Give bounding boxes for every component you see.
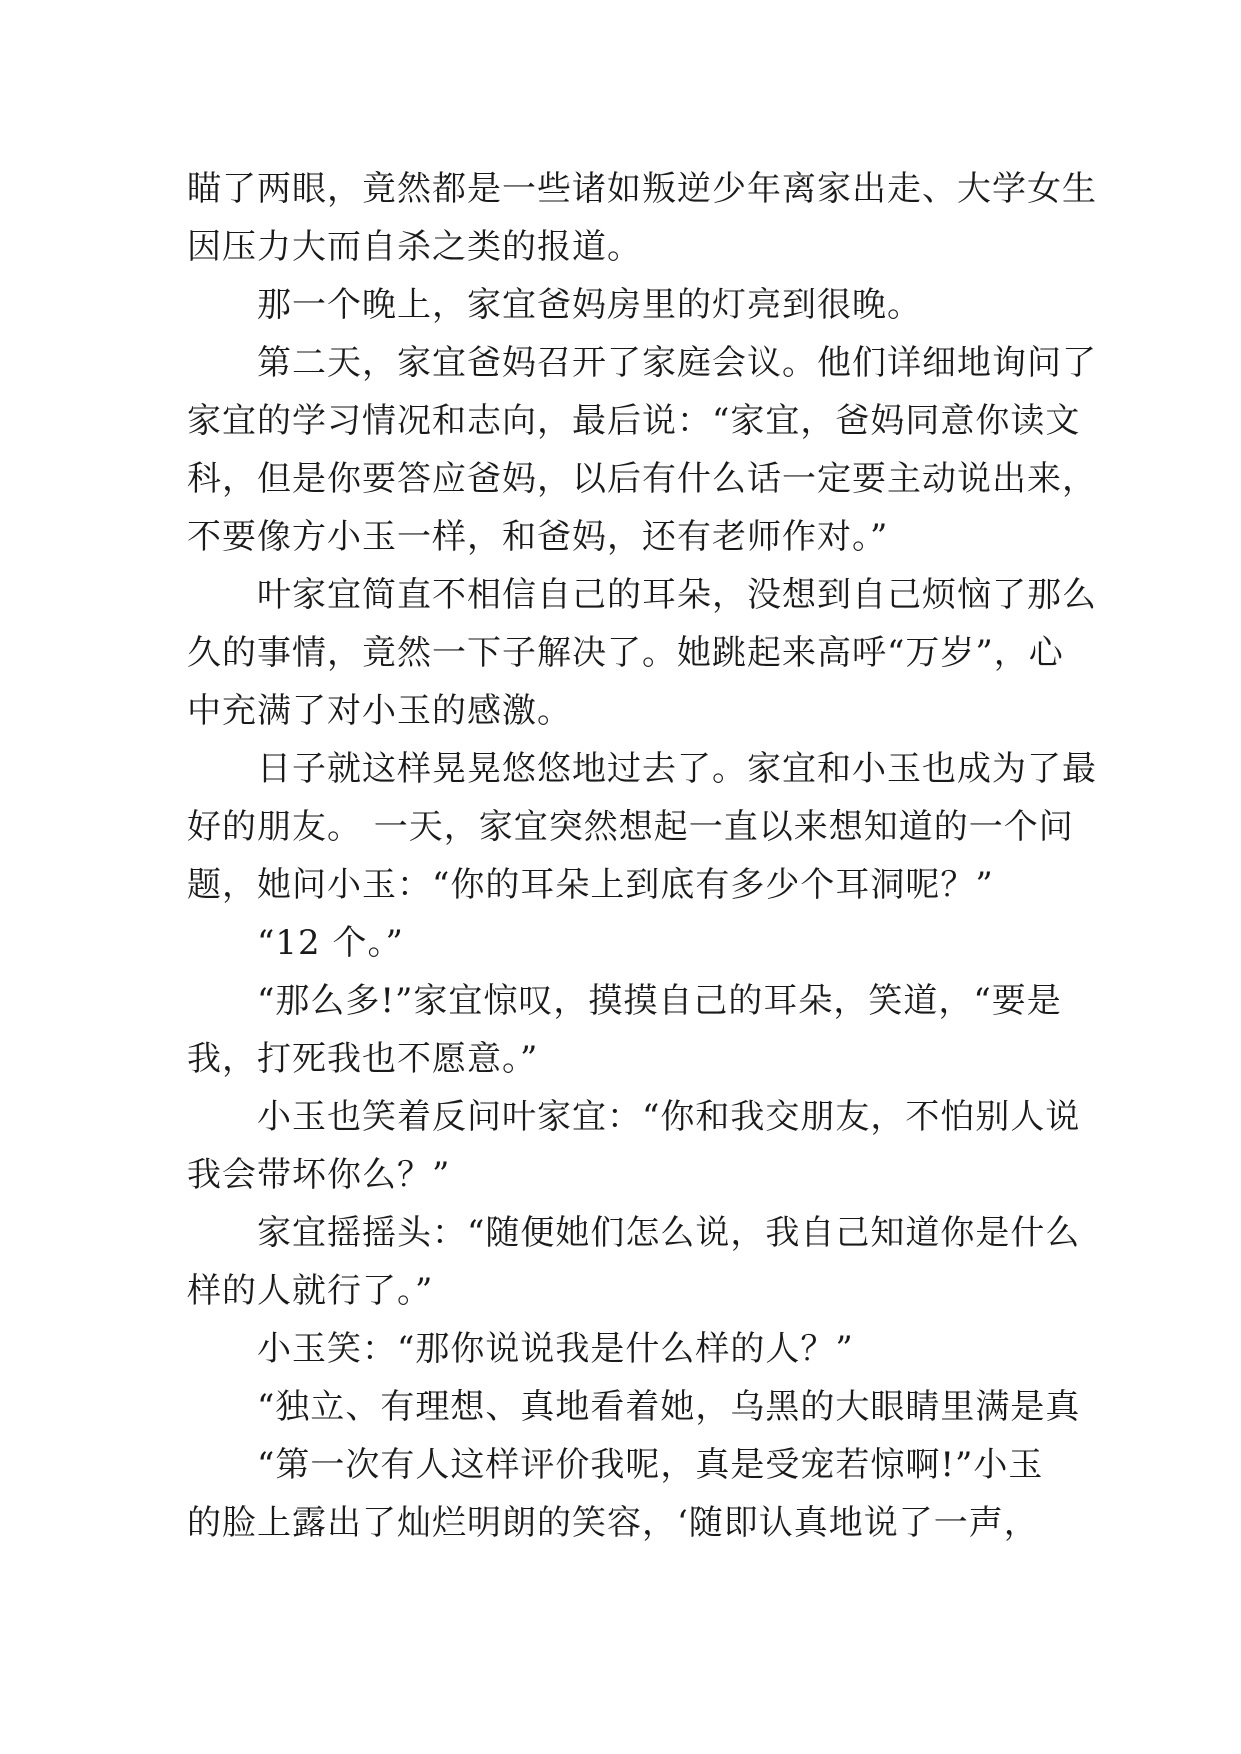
text-line: 第二天，家宜爸妈召开了家庭会议。他们详细地询问了 — [187, 343, 1097, 383]
text-line: 题，她问小玉：“你的耳朵上到底有多少个耳洞呢？” — [187, 865, 994, 905]
text-line: 叶家宜简直不相信自己的耳朵，没想到自己烦恼了那么 — [187, 575, 1097, 615]
text-line: 样的人就行了。” — [187, 1271, 434, 1311]
text-line: “独立、有理想、真地看着她，乌黑的大眼睛里满是真 — [187, 1387, 1081, 1427]
text-line: 的脸上露出了灿烂明朗的笑容，‘随即认真地说了一声， — [187, 1503, 1039, 1543]
text-line: 小玉笑：“那你说说我是什么样的人？” — [187, 1329, 854, 1369]
text-line: 我，打死我也不愿意。” — [187, 1039, 539, 1079]
text-line: “12 个。” — [187, 923, 404, 963]
text-line: 好的朋友。 一天，家宜突然想起一直以来想知道的一个问 — [187, 807, 1074, 847]
text-line: 我会带坏你么？” — [187, 1155, 451, 1195]
text-line: 家宜摇摇头：“随便她们怎么说，我自己知道你是什么 — [187, 1213, 1081, 1253]
text-line: 瞄了两眼，竟然都是一些诸如叛逆少年离家出走、大学女生 — [187, 169, 1097, 209]
text-line: 不要像方小玉一样，和爸妈，还有老师作对。” — [187, 517, 889, 557]
text-line: 那一个晚上，家宜爸妈房里的灯亮到很晚。 — [187, 285, 922, 325]
text-line: 家宜的学习情况和志向，最后说：“家宜，爸妈同意你读文 — [187, 401, 1081, 441]
text-line: 科，但是你要答应爸妈，以后有什么话一定要主动说出来， — [187, 459, 1097, 499]
text-line: 中充满了对小玉的感激。 — [187, 691, 572, 731]
text-line: 小玉也笑着反问叶家宜：“你和我交朋友，不怕别人说 — [187, 1097, 1081, 1137]
text-line: 因压力大而自杀之类的报道。 — [187, 227, 642, 267]
text-line: 日子就这样晃晃悠悠地过去了。家宜和小玉也成为了最 — [187, 749, 1097, 789]
text-line: 久的事情，竟然一下子解决了。她跳起来高呼“万岁”，心 — [187, 633, 1064, 673]
body-text — [187, 160, 1097, 1552]
text-line: “第一次有人这样评价我呢，真是受宠若惊啊!”小玉 — [187, 1445, 1044, 1485]
text-line: “那么多!”家宜惊叹，摸摸自己的耳朵，笑道，“要是 — [187, 981, 1062, 1021]
